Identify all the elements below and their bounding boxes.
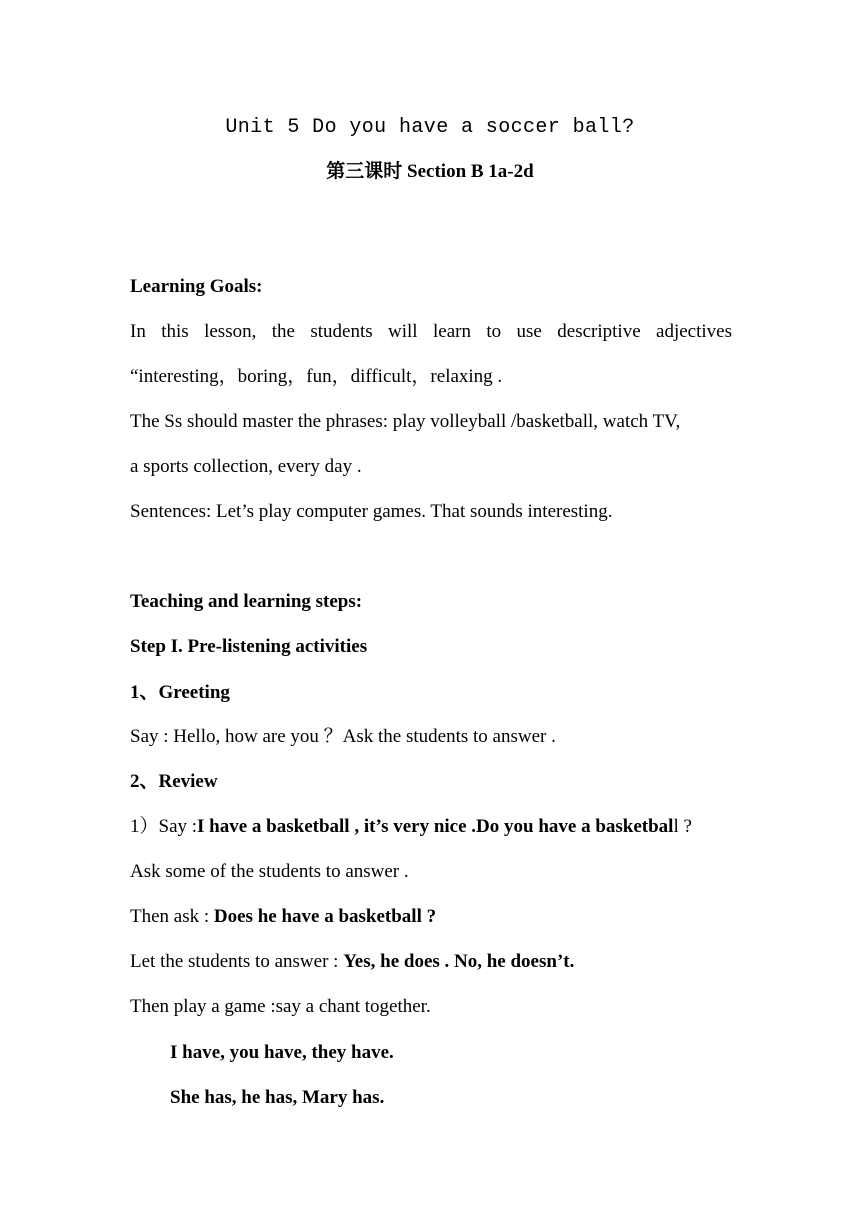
learning-goals-line-3: The Ss should master the phrases: play volleyball /basketball, watch TV, [130, 411, 681, 432]
greeting-text: Say : Hello, how are you ？Ask the students to answer . [130, 726, 556, 747]
play-game-line: Then play a game :say a chant together. [130, 996, 431, 1017]
then-ask-prefix: Then ask : [130, 906, 214, 927]
then-ask-line [130, 905, 436, 929]
learning-goals-heading: Learning Goals: [130, 276, 263, 297]
ask-some-students: Ask some of the students to answer . [130, 861, 409, 882]
learning-goals-line-2: “interesting，boring，fun，difficult，relaxing . [130, 366, 503, 387]
page-subtitle: 第三课时 Section B 1a-2d [326, 161, 534, 182]
learning-goals-line-5: Sentences: Let’s play computer games. That sounds interesting. [130, 501, 613, 522]
greeting-heading: 1、Greeting [130, 682, 230, 703]
review-say-line [130, 815, 692, 839]
review-say-suffix: l ? [673, 816, 692, 837]
review-say-prefix: 1）Say : [130, 816, 198, 837]
review-say-bold: I have a basketball , it’s very nice .Do you have a basketbal [197, 816, 674, 837]
step-1-heading: Step I. Pre-listening activities [130, 636, 368, 657]
let-answer-response: Yes, he does . No, he doesn’t. [343, 951, 575, 972]
review-heading: 2、Review [130, 771, 218, 792]
page-title: Unit 5 Do you have a soccer ball? [225, 116, 635, 139]
chant-line-1: I have, you have, they have. [170, 1042, 394, 1063]
learning-goals-line-4: a sports collection, every day . [130, 456, 362, 477]
chant-line-2: She has, he has, Mary has. [170, 1087, 385, 1108]
steps-heading: Teaching and learning steps: [130, 591, 363, 612]
learning-goals-line-1: In this lesson, the students will learn to use descriptive adjectives [130, 321, 732, 342]
let-answer-line [130, 950, 574, 974]
let-answer-prefix: Let the students to answer : [130, 951, 344, 972]
then-ask-question: Does he have a basketball ? [213, 906, 437, 927]
